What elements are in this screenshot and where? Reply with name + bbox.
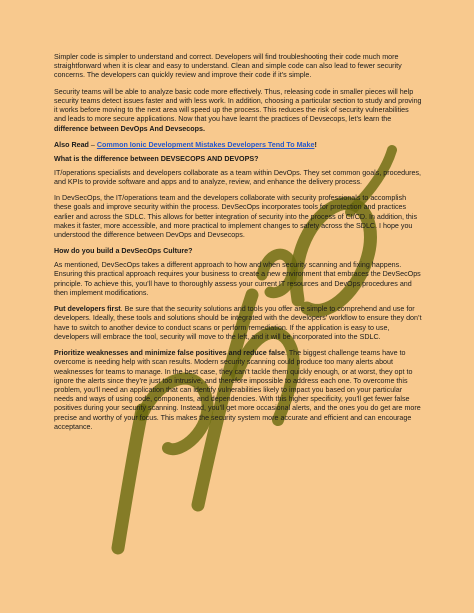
paragraph-prioritize	[54, 349, 422, 432]
also-read-dash: –	[88, 141, 97, 149]
paragraph-devops: IT/operations specialists and developers collaborate as a team within DevOps. They set common goals, procedures, and KPIs to provide software and apps and to analyze, review, and enhance the delivery process.	[54, 168, 422, 186]
heading-difference: What is the difference between DEVSECOPS AND DEVOPS?	[54, 154, 259, 163]
paragraph-developers-first-bold: Put developers first	[54, 305, 121, 314]
also-read-end: !	[314, 141, 317, 149]
also-read-link[interactable]: Common Ionic Development Mistakes Developers Tend To Make	[96, 141, 315, 149]
paragraph-security-teams-bold: difference between DevOps And Devsecops.	[54, 124, 205, 133]
paragraph-security-teams	[54, 88, 422, 134]
paragraph-simpler-code: Simpler code is simpler to understand and correct. Developers will find troubleshooting their code much more straightforward when it is clear and easy to understand. Clean and simple code can also lead to fewer security concerns. The developers can quickly review and improve their code if it’s simple.	[54, 53, 402, 80]
paragraph-devsecops: In DevSecOps, the IT/operations team and the developers collaborate with security professionals to accomplish these goals and improve security within the process. DevSecOps incorporates tools for protection and practices earlier and across the SDLC. This allows for better integration of security into the process of CI/CD. In addition, this makes it faster, more accessible, and more practical to implement changes to safety across the SDLC. I hope you understood the difference between DevOps and Devsecops.	[54, 194, 418, 239]
paragraph-developers-first-text: . Be sure that the security solutions and tools you offer are simple to comprehend and use for developers. Ideally, these tools and solutions should be integrated with the developers’ workflow to ensure they don’t have to switch to another device to conduct scans or perform remediation. If the application is easy to use, developers will embrace the tool, security will move to the left, and it will be incorporated into the SDLC.	[54, 305, 422, 341]
also-read-line	[54, 141, 422, 150]
paragraph-prioritize-text: . The biggest challenge teams have to overcome is needing help with scan results. Modern security scanning could produce too many alerts about weaknesses for teams to manage. In the best case, they can’t tackle them quickly enough, or at worst, they opt to ignore the alerts since they’re just too intrusive, and therefore impossible to address each one. To overcome this problem, you’ll need an application that can identify vulnerabilities likely to impact you based on your particular needs and ways of using code, components, and dependencies. With this higher specificity, you’ll get fewer false positives during your security scanning. Instead, you’ll get more occasional alerts, and the ones you do get are more precise and worthy of your focus. This makes the security system more accurate and efficient and can encourage acceptance.	[54, 349, 421, 431]
paragraph-security-teams-text: Security teams will be able to analyze basic code more effectively. Thus, releasing code in smaller pieces will help security teams detect issues faster and with less work. In addition, choosing a particular section to study and proving it works before moving to the next area will speed up the process. This reduces the risk of security vulnerabilities and leads to more secure applications. Now that you have learnt the practices of Devsecops, let’s learn the	[54, 87, 422, 124]
heading-culture: How do you build a DevSecOps Culture?	[54, 247, 193, 256]
paragraph-prioritize-bold: Prioritize weaknesses and minimize false positives and reduce false	[54, 349, 285, 358]
paragraph-developers-first	[54, 305, 422, 342]
document-body	[54, 53, 422, 439]
paragraph-mentioned: As mentioned, DevSecOps takes a different approach to how and when security scanning and fixing happens. Ensuring this practical approach requires your business to create a new environment that embraces the DevSecOps principle. To achieve this, you’ll have to thoroughly assess your current IT resources and DevOps procedures and then implement modifications.	[54, 261, 421, 297]
also-read-label: Also Read	[54, 141, 89, 149]
